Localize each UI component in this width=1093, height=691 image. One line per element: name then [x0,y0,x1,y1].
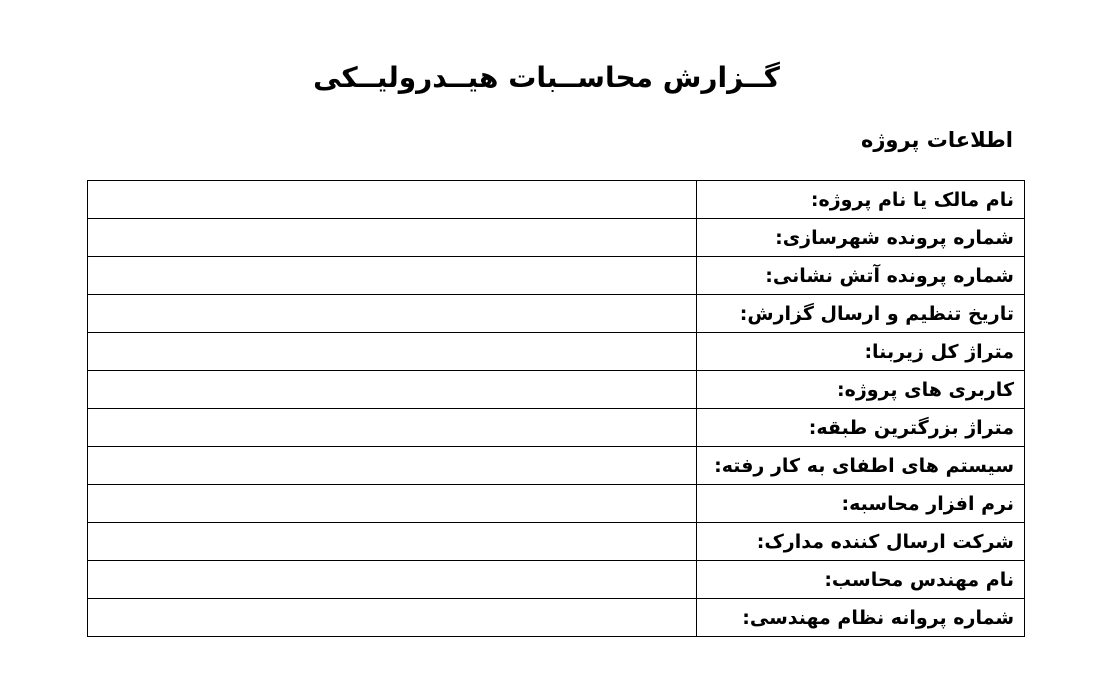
table-row [88,219,1025,257]
table-row [88,295,1025,333]
field-label: شماره پرونده آتش نشانی: [697,257,1025,295]
field-value[interactable] [88,409,697,447]
field-label: نام مهندس محاسب: [697,561,1025,599]
table-row [88,371,1025,409]
field-label: نرم افزار محاسبه: [697,485,1025,523]
field-label: متراژ بزرگترین طبقه: [697,409,1025,447]
field-value[interactable] [88,599,697,637]
table-row [88,561,1025,599]
project-info-table [87,180,1025,637]
table-row [88,447,1025,485]
field-label: شماره پروانه نظام مهندسی: [697,599,1025,637]
field-value[interactable] [88,523,697,561]
table-row [88,523,1025,561]
field-value[interactable] [88,333,697,371]
table-row [88,257,1025,295]
field-label: کاربری های پروژه: [697,371,1025,409]
field-label: شماره پرونده شهرسازی: [697,219,1025,257]
document-title: گــزارش محاســبات هیــدرولیــکی [313,61,780,94]
table-row [88,599,1025,637]
section-heading-project-info: اطلاعات پروژه [860,128,1013,152]
field-label: تاریخ تنظیم و ارسال گزارش: [697,295,1025,333]
field-value[interactable] [88,371,697,409]
field-label: نام مالک یا نام پروژه: [697,181,1025,219]
table-row [88,485,1025,523]
table-row [88,333,1025,371]
field-value[interactable] [88,561,697,599]
field-label: متراژ کل زیربنا: [697,333,1025,371]
field-value[interactable] [88,447,697,485]
field-label: شرکت ارسال کننده مدارک: [697,523,1025,561]
field-value[interactable] [88,257,697,295]
field-value[interactable] [88,219,697,257]
field-label: سیستم های اطفای به کار رفته: [697,447,1025,485]
field-value[interactable] [88,295,697,333]
table-row [88,181,1025,219]
table-row [88,409,1025,447]
field-value[interactable] [88,181,697,219]
field-value[interactable] [88,485,697,523]
